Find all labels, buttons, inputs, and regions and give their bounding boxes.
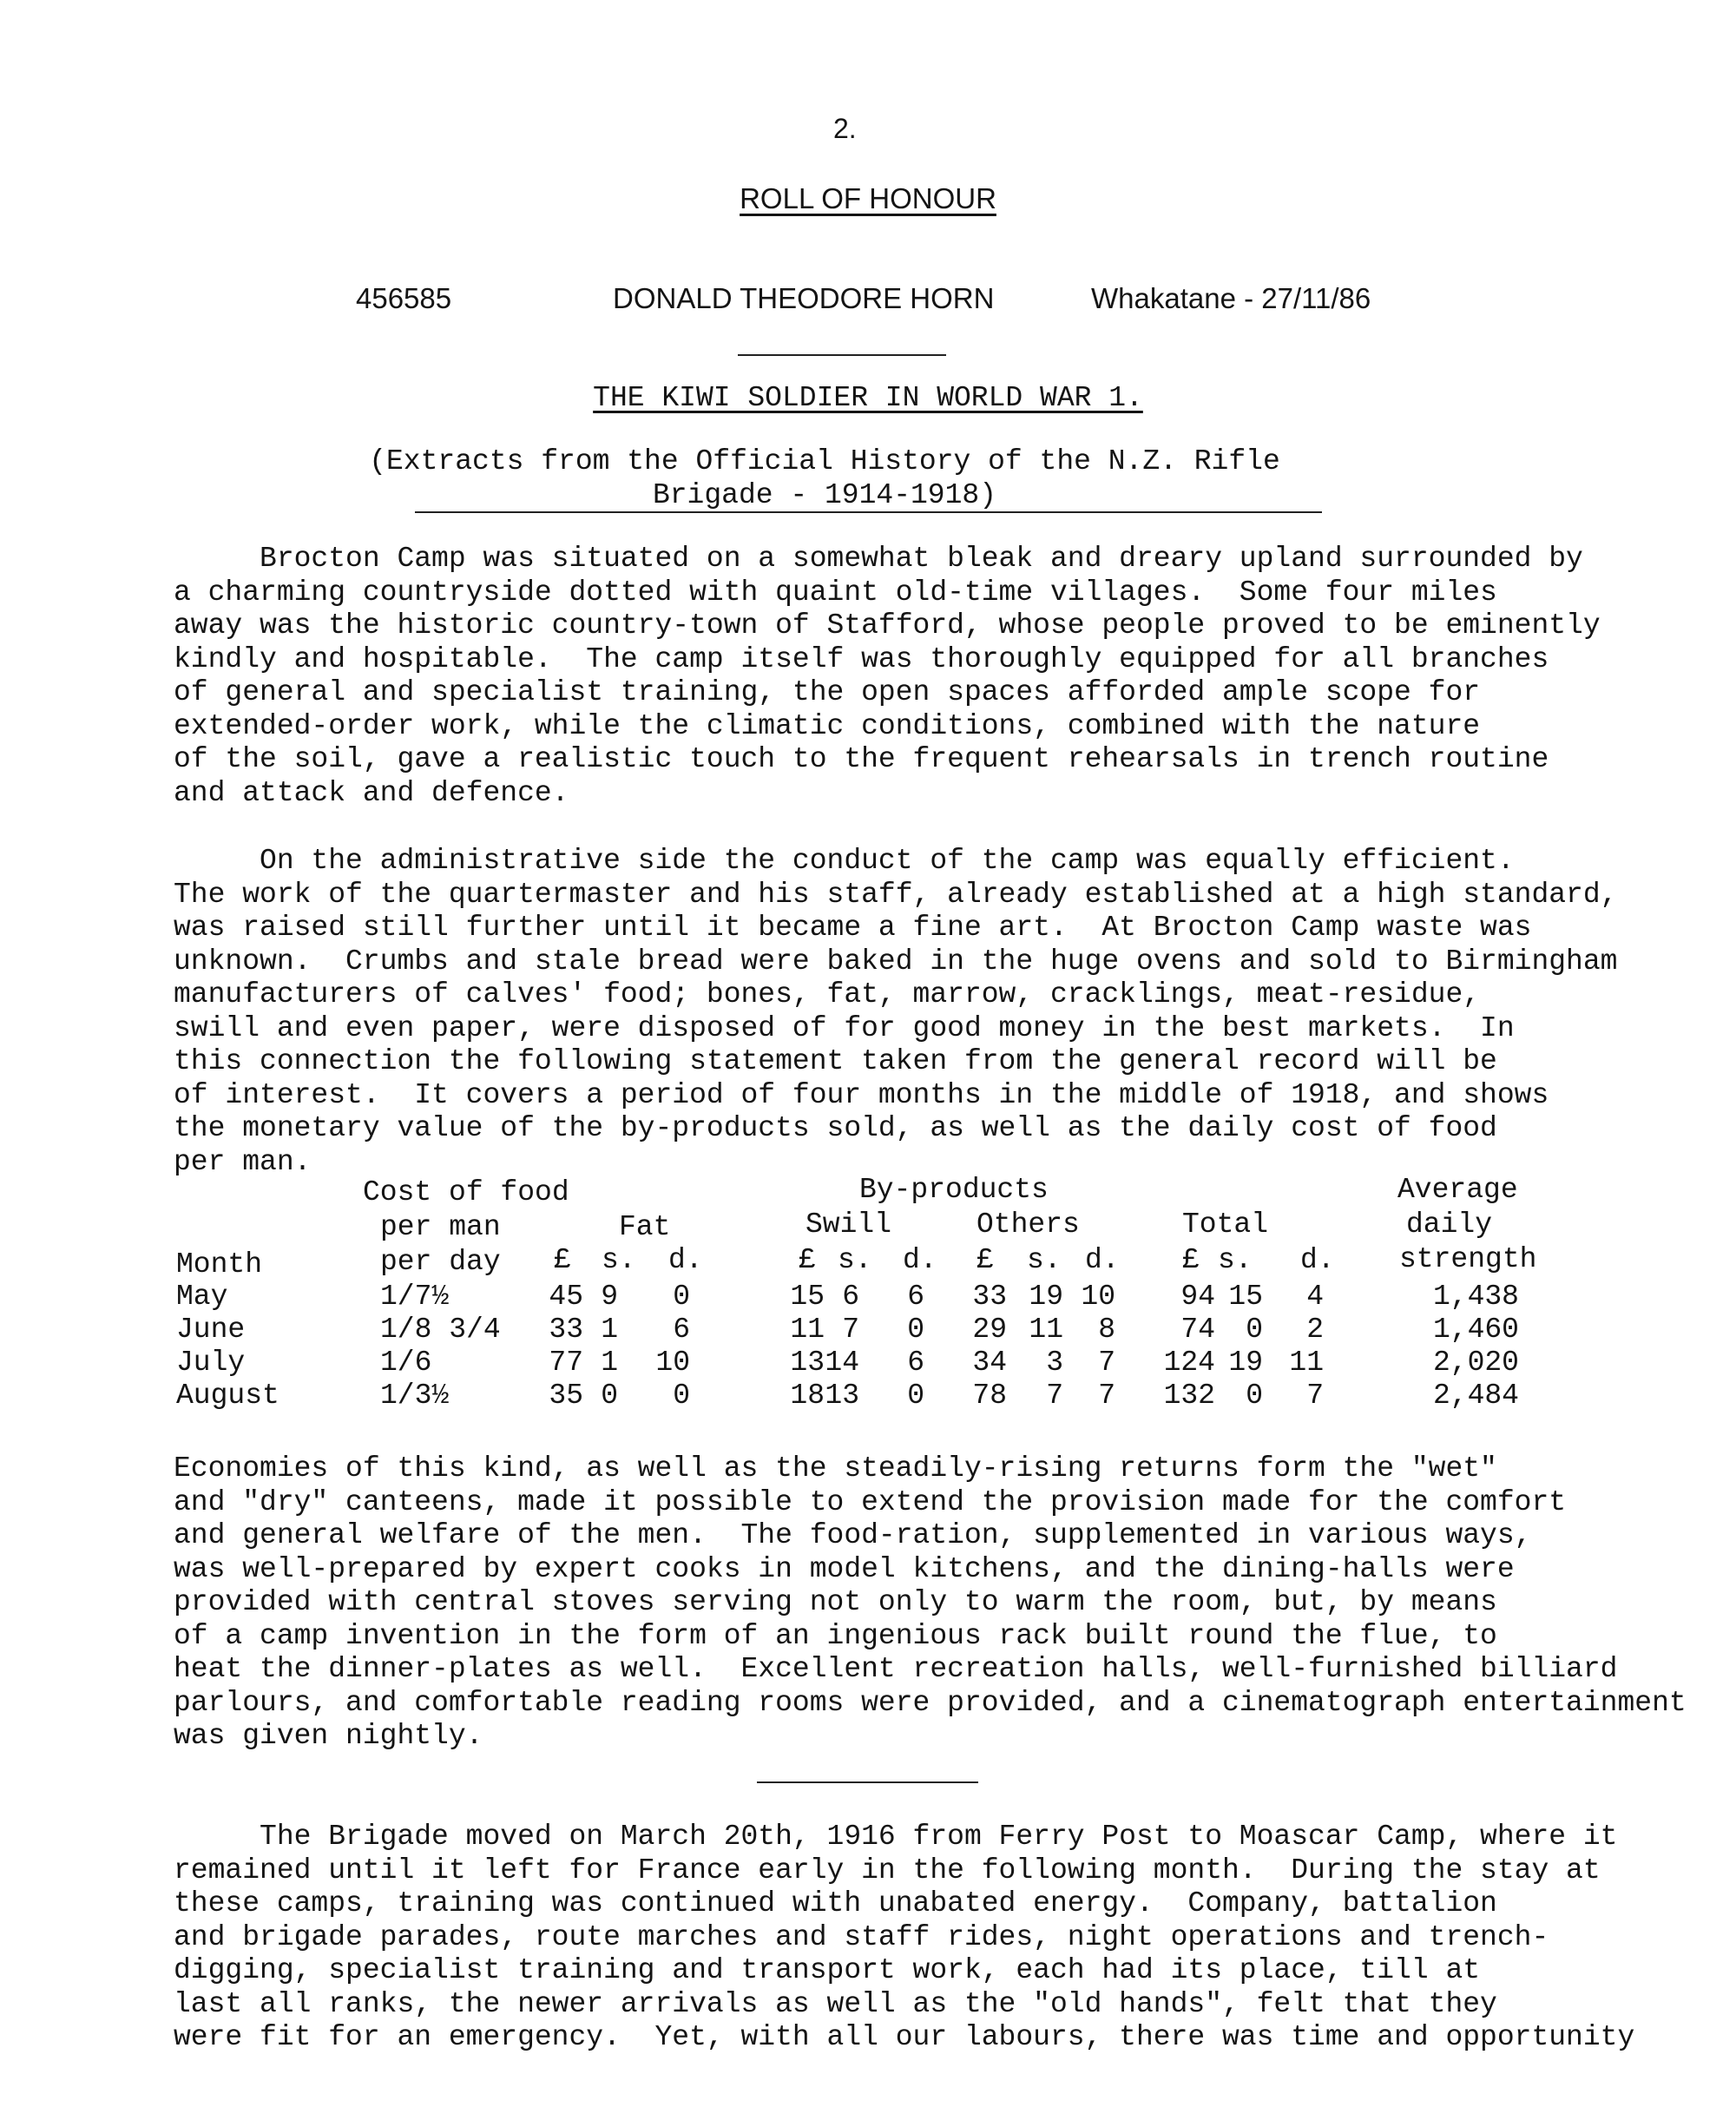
text-line: of a camp invention in the form of an ingenious rack built round the flue, to <box>174 1619 1497 1652</box>
table-cell: 2 <box>1306 1314 1324 1346</box>
text-line: manufacturers of calves' food; bones, fat, marrow, cracklings, meat-residue, <box>174 978 1481 1011</box>
table-cell: 0 <box>1246 1314 1263 1346</box>
header-month: Month <box>176 1248 263 1281</box>
text-line: parlours, and comfortable reading rooms were provided, and a cinematograph entertainment <box>174 1686 1687 1719</box>
article-title: THE KIWI SOLDIER IN WORLD WAR 1. <box>593 382 1143 414</box>
text-line: of general and specialist training, the open spaces afforded ample scope for <box>174 676 1481 708</box>
text-line: of interest. It covers a period of four months in the middle of 1918, and shows <box>174 1078 1549 1111</box>
table-cell: 78 <box>972 1380 1007 1412</box>
header-daily: daily <box>1406 1208 1493 1241</box>
page-number: 2. <box>833 113 857 144</box>
table-cell: 8 <box>1098 1314 1115 1346</box>
text-line: remained until it left for France early in the following month. During the stay at <box>174 1854 1601 1887</box>
others-pence-header: d. <box>1085 1244 1120 1276</box>
table-cell: 6 <box>673 1314 690 1346</box>
table-cell-strength: 1,460 <box>1432 1314 1519 1346</box>
place-date: Whakatane - 27/11/86 <box>1091 282 1371 314</box>
table-cell: 15 <box>790 1281 825 1313</box>
text-line: and brigade parades, route marches and staff rides, night operations and trench- <box>174 1920 1549 1953</box>
table-cell-cost: 1/7½ <box>380 1281 450 1313</box>
total-shillings-header: s. <box>1218 1244 1253 1276</box>
header-swill: Swill <box>806 1208 892 1241</box>
text-line: was well-prepared by expert cooks in model kitchens, and the dining-halls were <box>174 1552 1515 1585</box>
table-cell: 7 <box>1046 1380 1063 1412</box>
table-cell: 11 <box>1029 1314 1063 1346</box>
table-cell-cost: 1/3½ <box>380 1380 450 1412</box>
paragraph-brocton-camp <box>174 543 1701 810</box>
table-cell: 6 <box>907 1347 924 1379</box>
text-line: of the soil, gave a realistic touch to the frequent rehearsals in trench routine <box>174 743 1549 775</box>
table-row-month: August <box>176 1380 279 1412</box>
fat-shillings-header: s. <box>602 1244 636 1276</box>
table-cell: 0 <box>601 1380 618 1412</box>
text-line: extended-order work, while the climatic conditions, combined with the nature <box>174 709 1481 742</box>
text-line: On the administrative side the conduct of the camp was equally efficient. <box>174 845 1515 877</box>
table-cell: 1 <box>601 1347 618 1379</box>
text-line: unknown. Crumbs and stale bread were baked in the huge ovens and sold to Birmingham <box>174 945 1618 978</box>
table-cell: 0 <box>1246 1380 1263 1412</box>
service-number: 456585 <box>356 282 452 314</box>
table-cell: 13 <box>825 1380 859 1412</box>
table-cell-strength: 2,484 <box>1432 1380 1519 1412</box>
roll-of-honour-title: ROLL OF HONOUR <box>740 182 996 214</box>
table-cell-cost: 1/8 3/4 <box>380 1314 501 1346</box>
text-line: and attack and defence. <box>174 776 569 809</box>
header-average: Average <box>1397 1174 1518 1206</box>
table-cell: 7 <box>1306 1380 1324 1412</box>
table-cell: 77 <box>549 1347 583 1379</box>
table-cell: 11 <box>790 1314 825 1346</box>
table-row-month: June <box>176 1314 246 1346</box>
header-by-products: By-products <box>859 1174 1049 1206</box>
table-cell-cost: 1/6 <box>380 1347 432 1379</box>
table-cell-strength: 1,438 <box>1432 1281 1519 1313</box>
text-line: was given nightly. <box>174 1720 483 1752</box>
soldier-name: DONALD THEODORE HORN <box>613 282 995 314</box>
fat-pence-header: d. <box>668 1244 703 1276</box>
table-cell: 29 <box>972 1314 1007 1346</box>
header-others: Others <box>976 1208 1080 1241</box>
table-cell: 9 <box>601 1281 618 1313</box>
table-cell: 10 <box>1081 1281 1115 1313</box>
text-line: a charming countryside dotted with quaint old-time villages. Some four miles <box>174 576 1497 609</box>
text-line: these camps, training was continued with unabated energy. Company, battalion <box>174 1887 1497 1920</box>
text-line: provided with central stoves serving not only to warm the room, but, by means <box>174 1586 1497 1618</box>
text-line: Brocton Camp was situated on a somewhat bleak and dreary upland surrounded by <box>174 543 1583 575</box>
table-cell: 132 <box>1163 1380 1215 1412</box>
table-cell: 33 <box>972 1281 1007 1313</box>
header-per-man: per man <box>380 1211 501 1243</box>
swill-pound-header: £ <box>799 1244 816 1276</box>
subtitle-line: Brigade - 1914-1918) <box>652 479 997 511</box>
table-cell: 11 <box>1289 1347 1324 1379</box>
text-line: this connection the following statement taken from the general record will be <box>174 1045 1497 1077</box>
table-row-month: May <box>176 1281 228 1313</box>
text-line: was raised still further until it became a fine art. At Brocton Camp waste was <box>174 912 1532 944</box>
paragraph-economies <box>174 1452 1701 1754</box>
table-cell: 0 <box>907 1380 924 1412</box>
text-line: The Brigade moved on March 20th, 1916 from Ferry Post to Moascar Camp, where it <box>174 1821 1618 1853</box>
table-cell: 7 <box>842 1314 859 1346</box>
text-line: the monetary value of the by-products sold, as well as the daily cost of food <box>174 1112 1497 1144</box>
text-line: away was the historic country-town of Stafford, whose people proved to be eminently <box>174 609 1601 642</box>
table-cell: 35 <box>549 1380 583 1412</box>
text-line: last all ranks, the newer arrivals as well as the "old hands", felt that they <box>174 1987 1497 2020</box>
table-cell: 19 <box>1029 1281 1063 1313</box>
table-cell: 0 <box>907 1314 924 1346</box>
table-cell: 7 <box>1098 1347 1115 1379</box>
table-cell: 0 <box>673 1281 690 1313</box>
table-cell: 7 <box>1098 1380 1115 1412</box>
text-line: and general welfare of the men. The food-ration, supplemented in various ways, <box>174 1519 1532 1551</box>
table-cell: 4 <box>1306 1281 1324 1313</box>
table-cell: 13 <box>790 1347 825 1379</box>
paragraph-brigade <box>174 1821 1701 2055</box>
table-cell: 1 <box>601 1314 618 1346</box>
table-cell: 18 <box>790 1380 825 1412</box>
table-cell: 34 <box>972 1347 1007 1379</box>
text-line: per man. <box>174 1145 312 1178</box>
table-cell: 6 <box>842 1281 859 1313</box>
table-cell-strength: 2,020 <box>1432 1347 1519 1379</box>
total-pound-header: £ <box>1182 1244 1200 1276</box>
subtitle-underline <box>415 511 1322 513</box>
header-cost-of-food: Cost of food <box>363 1176 569 1208</box>
paragraph-administration <box>174 845 1701 1179</box>
table-cell: 124 <box>1163 1347 1215 1379</box>
text-line: Economies of this kind, as well as the steadily-rising returns form the "wet" <box>174 1452 1497 1485</box>
table-cell: 10 <box>655 1347 690 1379</box>
divider <box>738 354 946 356</box>
table-cell: 14 <box>825 1347 859 1379</box>
text-line: kindly and hospitable. The camp itself was thoroughly equipped for all branches <box>174 642 1549 675</box>
table-cell: 15 <box>1228 1281 1263 1313</box>
table-cell: 6 <box>907 1281 924 1313</box>
header-total: Total <box>1182 1208 1269 1241</box>
text-line: were fit for an emergency. Yet, with all our labours, there was time and opportunity <box>174 2021 1635 2053</box>
header-fat: Fat <box>619 1211 671 1243</box>
table-cell: 3 <box>1046 1347 1063 1379</box>
others-shillings-header: s. <box>1027 1244 1062 1276</box>
table-cell: 19 <box>1228 1347 1263 1379</box>
table-cell: 45 <box>549 1281 583 1313</box>
divider <box>757 1781 978 1783</box>
text-line: and "dry" canteens, made it possible to extend the provision made for the comfort <box>174 1485 1567 1518</box>
header-strength: strength <box>1399 1243 1537 1275</box>
swill-pence-header: d. <box>903 1244 937 1276</box>
table-row-month: July <box>176 1347 246 1379</box>
subtitle-line: (Extracts from the Official History of the N.Z. Rifle <box>369 445 1280 477</box>
table-cell: 74 <box>1180 1314 1215 1346</box>
total-pence-header: d. <box>1300 1244 1335 1276</box>
header-per-day: per day <box>380 1246 501 1278</box>
others-pound-header: £ <box>976 1244 994 1276</box>
fat-pound-header: £ <box>554 1244 571 1276</box>
table-cell: 0 <box>673 1380 690 1412</box>
text-line: The work of the quartermaster and his staff, already established at a high standard, <box>174 878 1618 911</box>
table-cell: 33 <box>549 1314 583 1346</box>
text-line: swill and even paper, were disposed of for good money in the best markets. In <box>174 1011 1515 1044</box>
table-cell: 94 <box>1180 1281 1215 1313</box>
text-line: digging, specialist training and transport work, each had its place, till at <box>174 1954 1481 1986</box>
text-line: heat the dinner-plates as well. Excellent recreation halls, well-furnished billiard <box>174 1653 1618 1685</box>
swill-shillings-header: s. <box>838 1244 872 1276</box>
